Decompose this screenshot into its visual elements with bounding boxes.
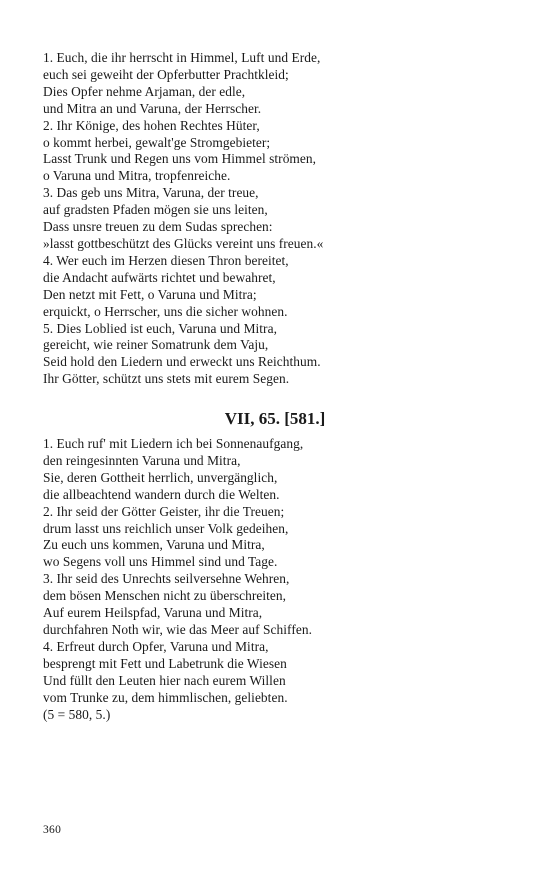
verse-line: Seid hold den Liedern und erweckt uns Reichthum.	[43, 354, 321, 370]
verse-line: vom Trunke zu, dem himmlischen, geliebten.	[43, 689, 288, 705]
verse-line: den reingesinnten Varuna und Mitra,	[43, 452, 241, 468]
verse-line: auf gradsten Pfaden mögen sie uns leiten,	[43, 202, 268, 218]
verse-line: dem bösen Menschen nicht zu überschreiten,	[43, 588, 287, 604]
section-heading: VII, 65. [581.]	[224, 409, 326, 428]
cross-reference: (5 = 580, 5.)	[43, 706, 111, 722]
verse-line: gereicht, wie reiner Somatrunk dem Vaju,	[43, 337, 269, 353]
verse-line: 5. Dies Loblied ist euch, Varuna und Mitra,	[43, 320, 277, 336]
verse-line: Zu euch uns kommen, Varuna und Mitra,	[43, 537, 265, 553]
verse-line: die allbeachtend wandern durch die Welten.	[43, 486, 280, 502]
verse-line: Auf eurem Heilspfad, Varuna und Mitra,	[43, 605, 263, 621]
verse-line: erquickt, o Herrscher, uns die sicher wohnen.	[43, 303, 288, 319]
verse-line: 4. Erfreut durch Opfer, Varuna und Mitra,	[43, 638, 269, 654]
verse-line: 3. Ihr seid des Unrechts seilversehne Wehren,	[43, 571, 290, 587]
verse-line: 4. Wer euch im Herzen diesen Thron bereitet,	[43, 252, 289, 268]
verse-line: Ihr Götter, schützt uns stets mit eurem Segen.	[43, 371, 290, 387]
verse-line: »lasst gottbeschützt des Glücks vereint uns freuen.«	[43, 235, 324, 251]
verse-line: 1. Euch ruf' mit Liedern ich bei Sonnenaufgang,	[43, 436, 304, 451]
verse-line: o kommt herbei, gewalt'ge Stromgebieter;	[43, 134, 271, 150]
verse-line: durchfahren Noth wir, wie das Meer auf Schiffen.	[43, 621, 312, 637]
verse-line: Dies Opfer nehme Arjaman, der edle,	[43, 83, 246, 99]
verse-line: Und füllt den Leuten hier nach eurem Willen	[43, 672, 286, 688]
verse-line: 1. Euch, die ihr herrscht in Himmel, Luft und Erde,	[43, 50, 321, 65]
verse-line: 2. Ihr seid der Götter Geister, ihr die Treuen;	[43, 503, 285, 519]
verse-line: Lasst Trunk und Regen uns vom Himmel strömen,	[43, 151, 317, 167]
verse-line: 3. Das geb uns Mitra, Varuna, der treue,	[43, 185, 259, 201]
verse-line: besprengt mit Fett und Labetrunk die Wiesen	[43, 655, 287, 671]
verse-line: euch sei geweiht der Opferbutter Prachtkleid;	[43, 66, 289, 82]
verse-line: wo Segens voll uns Himmel sind und Tage.	[43, 554, 278, 570]
poem-bottom	[43, 436, 513, 723]
verse-line: und Mitra an und Varuna, der Herrscher.	[43, 100, 262, 116]
page-number: 360	[43, 824, 62, 836]
verse-line: drum lasst uns reichlich unser Volk gedeihen,	[43, 520, 289, 536]
verse-line: Den netzt mit Fett, o Varuna und Mitra;	[43, 286, 257, 302]
verse-line: o Varuna und Mitra, tropfenreiche.	[43, 168, 231, 184]
verse-line: Dass unsre treuen zu dem Sudas sprechen:	[43, 219, 273, 235]
poem-top	[43, 50, 513, 388]
verse-line: 2. Ihr Könige, des hohen Rechtes Hüter,	[43, 117, 260, 133]
verse-line: Sie, deren Gottheit herrlich, unvergänglich,	[43, 469, 278, 485]
verse-line: die Andacht aufwärts richtet und bewahret,	[43, 269, 276, 285]
